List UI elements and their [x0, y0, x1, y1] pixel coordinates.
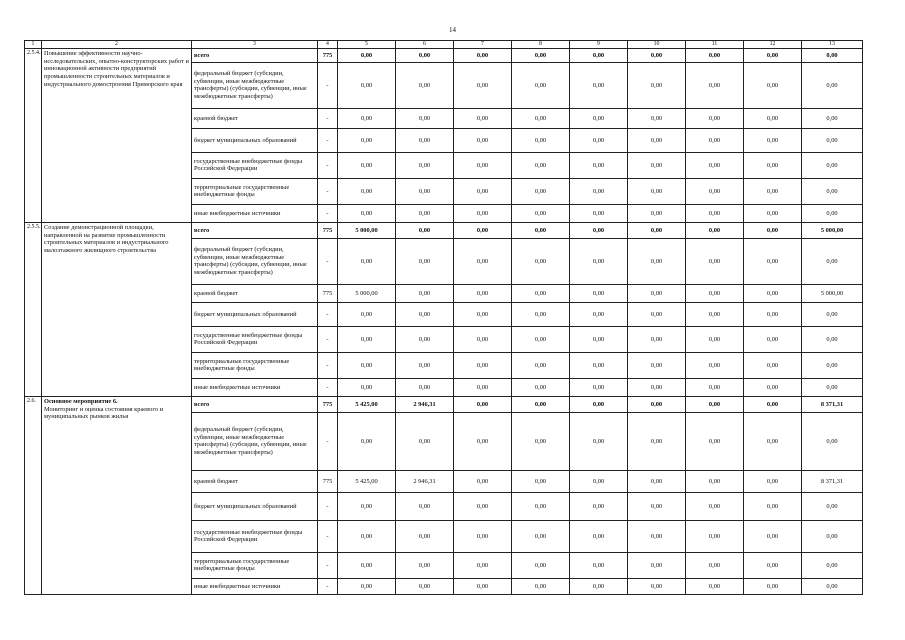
- amount-cell: 0,00: [338, 326, 396, 352]
- amount-cell: 0,00: [570, 302, 628, 326]
- budget-code: -: [318, 412, 338, 470]
- budget-code: -: [318, 238, 338, 284]
- funding-source: федеральный бюджет (субсидии, субвенции, иные межбюджетные трансферты) (субсидии, субвенции, иные межбюджетные трансферты): [192, 238, 318, 284]
- amount-cell: 0,00: [512, 204, 570, 222]
- amount-cell: 2 946,31: [396, 396, 454, 412]
- amount-cell: 0,00: [338, 302, 396, 326]
- amount-cell: 0,00: [338, 62, 396, 108]
- amount-cell: 0,00: [338, 352, 396, 378]
- amount-cell: 0,00: [686, 108, 744, 128]
- amount-cell: 0,00: [802, 152, 863, 178]
- amount-cell: 0,00: [686, 238, 744, 284]
- amount-cell: 0,00: [338, 204, 396, 222]
- amount-cell: 5 000,00: [338, 222, 396, 238]
- item-name: [42, 48, 192, 222]
- amount-cell: 0,00: [454, 108, 512, 128]
- amount-cell: 0,00: [628, 412, 686, 470]
- amount-cell: 0,00: [454, 492, 512, 520]
- funding-source: всего: [192, 396, 318, 412]
- amount-cell: 0,00: [512, 222, 570, 238]
- amount-cell: 0,00: [396, 552, 454, 578]
- amount-cell: 0,00: [744, 520, 802, 552]
- amount-cell: 0,00: [512, 378, 570, 396]
- amount-cell: 0,00: [454, 470, 512, 492]
- amount-cell: 0,00: [396, 204, 454, 222]
- amount-cell: 0,00: [628, 238, 686, 284]
- amount-cell: 0,00: [628, 520, 686, 552]
- column-header: 8: [512, 41, 570, 49]
- amount-cell: 0,00: [338, 578, 396, 594]
- column-header: 2: [42, 41, 192, 49]
- funding-source: федеральный бюджет (субсидии, субвенции, иные межбюджетные трансферты) (субсидии, субвенции, иные межбюджетные трансферты): [192, 62, 318, 108]
- amount-cell: 0,00: [512, 284, 570, 302]
- funding-source: краевой бюджет: [192, 108, 318, 128]
- amount-cell: 0,00: [454, 520, 512, 552]
- amount-cell: 0,00: [396, 352, 454, 378]
- amount-cell: 0,00: [686, 552, 744, 578]
- budget-code: -: [318, 326, 338, 352]
- amount-cell: 0,00: [338, 178, 396, 204]
- budget-code: -: [318, 152, 338, 178]
- amount-cell: 0,00: [396, 284, 454, 302]
- amount-cell: 0,00: [570, 492, 628, 520]
- amount-cell: 0,00: [338, 238, 396, 284]
- column-header: 3: [192, 41, 318, 49]
- amount-cell: 0,00: [454, 578, 512, 594]
- item-description: Мониторинг и оценка состояния краевого и муниципальных рынков жилья: [44, 405, 163, 421]
- column-header: 12: [744, 41, 802, 49]
- amount-cell: 0,00: [686, 492, 744, 520]
- budget-code: -: [318, 520, 338, 552]
- amount-cell: 2 946,31: [396, 470, 454, 492]
- funding-source: государственные внебюджетные фонды Российской Федерации: [192, 520, 318, 552]
- amount-cell: 0,00: [686, 412, 744, 470]
- amount-cell: 0,00: [802, 352, 863, 378]
- amount-cell: 0,00: [454, 552, 512, 578]
- amount-cell: 0,00: [570, 352, 628, 378]
- amount-cell: 0,00: [396, 222, 454, 238]
- amount-cell: 0,00: [802, 48, 863, 62]
- amount-cell: 0,00: [570, 520, 628, 552]
- amount-cell: 0,00: [628, 128, 686, 152]
- amount-cell: 0,00: [628, 302, 686, 326]
- amount-cell: 0,00: [570, 470, 628, 492]
- budget-code: -: [318, 378, 338, 396]
- amount-cell: 0,00: [454, 48, 512, 62]
- amount-cell: 0,00: [396, 302, 454, 326]
- funding-source: государственные внебюджетные фонды Российской Федерации: [192, 326, 318, 352]
- amount-cell: 0,00: [454, 222, 512, 238]
- amount-cell: 0,00: [802, 108, 863, 128]
- amount-cell: 0,00: [686, 222, 744, 238]
- amount-cell: 0,00: [628, 578, 686, 594]
- amount-cell: 0,00: [512, 396, 570, 412]
- amount-cell: 0,00: [570, 578, 628, 594]
- amount-cell: 0,00: [802, 128, 863, 152]
- budget-code: -: [318, 578, 338, 594]
- amount-cell: 0,00: [512, 326, 570, 352]
- amount-cell: 0,00: [396, 578, 454, 594]
- amount-cell: 0,00: [396, 492, 454, 520]
- amount-cell: 0,00: [454, 326, 512, 352]
- budget-code: 775: [318, 48, 338, 62]
- amount-cell: 0,00: [628, 492, 686, 520]
- column-header: 7: [454, 41, 512, 49]
- funding-source: краевой бюджет: [192, 284, 318, 302]
- column-header: 1: [25, 41, 42, 49]
- amount-cell: 0,00: [686, 470, 744, 492]
- budget-code: -: [318, 128, 338, 152]
- item-description: Повышение эффективности научно-исследовательских, опытно-конструкторских работ и инновационной активности предприятий промышленности строительных материалов и индустриального домостроения Приморского края: [44, 49, 189, 88]
- funding-source: иные внебюджетные источники: [192, 378, 318, 396]
- column-header: 13: [802, 41, 863, 49]
- amount-cell: 0,00: [512, 128, 570, 152]
- amount-cell: 0,00: [512, 470, 570, 492]
- amount-cell: 0,00: [802, 62, 863, 108]
- amount-cell: 0,00: [454, 352, 512, 378]
- amount-cell: 0,00: [338, 108, 396, 128]
- item-title: Основное мероприятие 6.: [44, 397, 118, 405]
- amount-cell: 0,00: [744, 578, 802, 594]
- table-row: [25, 48, 863, 62]
- amount-cell: 0,00: [338, 378, 396, 396]
- amount-cell: 0,00: [686, 128, 744, 152]
- amount-cell: 0,00: [338, 520, 396, 552]
- amount-cell: 0,00: [570, 62, 628, 108]
- amount-cell: 0,00: [570, 152, 628, 178]
- amount-cell: 0,00: [628, 62, 686, 108]
- amount-cell: 0,00: [454, 238, 512, 284]
- amount-cell: 0,00: [396, 62, 454, 108]
- amount-cell: 0,00: [570, 552, 628, 578]
- amount-cell: 0,00: [744, 470, 802, 492]
- amount-cell: 0,00: [628, 326, 686, 352]
- column-header: 9: [570, 41, 628, 49]
- amount-cell: 0,00: [802, 578, 863, 594]
- funding-source: федеральный бюджет (субсидии, субвенции, иные межбюджетные трансферты) (субсидии, субвенции, иные межбюджетные трансферты): [192, 412, 318, 470]
- column-header: 5: [338, 41, 396, 49]
- amount-cell: 0,00: [338, 48, 396, 62]
- amount-cell: 0,00: [744, 108, 802, 128]
- amount-cell: 0,00: [570, 48, 628, 62]
- amount-cell: 0,00: [512, 492, 570, 520]
- amount-cell: 0,00: [396, 378, 454, 396]
- amount-cell: 0,00: [686, 378, 744, 396]
- budget-code: -: [318, 204, 338, 222]
- amount-cell: 0,00: [686, 352, 744, 378]
- column-header: 10: [628, 41, 686, 49]
- amount-cell: 5 425,00: [338, 470, 396, 492]
- amount-cell: 0,00: [686, 326, 744, 352]
- amount-cell: 0,00: [686, 578, 744, 594]
- amount-cell: 0,00: [744, 178, 802, 204]
- funding-source: всего: [192, 222, 318, 238]
- item-description: Создание демонстрационной площадки, направленной на развитие промышленности строительных материалов и индустриального малоэтажного жилищного строительства: [44, 223, 169, 255]
- amount-cell: 0,00: [686, 520, 744, 552]
- column-header: 4: [318, 41, 338, 49]
- amount-cell: 0,00: [744, 48, 802, 62]
- funding-source: иные внебюджетные источники: [192, 578, 318, 594]
- amount-cell: 0,00: [744, 204, 802, 222]
- amount-cell: 0,00: [686, 62, 744, 108]
- amount-cell: 5 000,00: [338, 284, 396, 302]
- amount-cell: 0,00: [628, 552, 686, 578]
- amount-cell: 0,00: [628, 378, 686, 396]
- amount-cell: 0,00: [454, 62, 512, 108]
- amount-cell: 0,00: [744, 326, 802, 352]
- amount-cell: 8 371,31: [802, 470, 863, 492]
- amount-cell: 0,00: [396, 152, 454, 178]
- amount-cell: 0,00: [744, 352, 802, 378]
- amount-cell: 0,00: [512, 152, 570, 178]
- amount-cell: 0,00: [512, 302, 570, 326]
- budget-code: -: [318, 302, 338, 326]
- amount-cell: 0,00: [744, 238, 802, 284]
- funding-source: территориальные государственные внебюджетные фонды: [192, 552, 318, 578]
- amount-cell: 0,00: [686, 284, 744, 302]
- item-number: 2.5.5.: [25, 222, 42, 396]
- amount-cell: 0,00: [744, 62, 802, 108]
- amount-cell: 0,00: [570, 412, 628, 470]
- funding-source: бюджет муниципальных образований: [192, 128, 318, 152]
- amount-cell: 0,00: [570, 222, 628, 238]
- amount-cell: 0,00: [744, 284, 802, 302]
- amount-cell: 0,00: [570, 378, 628, 396]
- amount-cell: 0,00: [338, 412, 396, 470]
- amount-cell: 0,00: [628, 178, 686, 204]
- budget-code: -: [318, 108, 338, 128]
- funding-source: бюджет муниципальных образований: [192, 492, 318, 520]
- amount-cell: 0,00: [686, 152, 744, 178]
- amount-cell: 0,00: [454, 302, 512, 326]
- amount-cell: 8 371,31: [802, 396, 863, 412]
- table-row: [25, 396, 863, 412]
- amount-cell: 0,00: [454, 284, 512, 302]
- amount-cell: 0,00: [570, 396, 628, 412]
- column-header: 11: [686, 41, 744, 49]
- amount-cell: 0,00: [454, 204, 512, 222]
- amount-cell: 0,00: [338, 128, 396, 152]
- amount-cell: 0,00: [396, 128, 454, 152]
- item-number: 2.6.: [25, 396, 42, 594]
- amount-cell: 0,00: [628, 152, 686, 178]
- amount-cell: 0,00: [686, 302, 744, 326]
- amount-cell: 0,00: [802, 520, 863, 552]
- amount-cell: 0,00: [396, 238, 454, 284]
- amount-cell: 0,00: [454, 178, 512, 204]
- amount-cell: 0,00: [512, 412, 570, 470]
- funding-source: бюджет муниципальных образований: [192, 302, 318, 326]
- table-row: [25, 222, 863, 238]
- budget-code: -: [318, 352, 338, 378]
- amount-cell: 0,00: [512, 178, 570, 204]
- amount-cell: 0,00: [396, 520, 454, 552]
- amount-cell: 0,00: [744, 302, 802, 326]
- amount-cell: 0,00: [802, 238, 863, 284]
- budget-code: 775: [318, 470, 338, 492]
- amount-cell: 0,00: [628, 284, 686, 302]
- amount-cell: 0,00: [802, 552, 863, 578]
- budget-code: 775: [318, 222, 338, 238]
- amount-cell: 5 425,00: [338, 396, 396, 412]
- amount-cell: 0,00: [338, 492, 396, 520]
- funding-source: иные внебюджетные источники: [192, 204, 318, 222]
- amount-cell: 0,00: [802, 178, 863, 204]
- amount-cell: 0,00: [454, 412, 512, 470]
- amount-cell: 0,00: [628, 396, 686, 412]
- amount-cell: 0,00: [512, 520, 570, 552]
- funding-source: всего: [192, 48, 318, 62]
- amount-cell: 0,00: [512, 352, 570, 378]
- budget-code: 775: [318, 284, 338, 302]
- amount-cell: 0,00: [454, 396, 512, 412]
- amount-cell: 0,00: [512, 62, 570, 108]
- amount-cell: 0,00: [744, 378, 802, 396]
- amount-cell: 0,00: [512, 238, 570, 284]
- amount-cell: 0,00: [628, 222, 686, 238]
- amount-cell: 0,00: [628, 470, 686, 492]
- amount-cell: 0,00: [570, 238, 628, 284]
- budget-table: [24, 40, 863, 595]
- amount-cell: 0,00: [396, 108, 454, 128]
- funding-source: краевой бюджет: [192, 470, 318, 492]
- budget-code: -: [318, 552, 338, 578]
- amount-cell: 0,00: [512, 578, 570, 594]
- amount-cell: 5 000,00: [802, 284, 863, 302]
- amount-cell: 0,00: [744, 412, 802, 470]
- amount-cell: 0,00: [744, 552, 802, 578]
- budget-code: -: [318, 178, 338, 204]
- amount-cell: 0,00: [802, 302, 863, 326]
- item-name: [42, 222, 192, 396]
- amount-cell: 0,00: [628, 48, 686, 62]
- funding-source: территориальные государственные внебюджетные фонды: [192, 352, 318, 378]
- amount-cell: 0,00: [744, 128, 802, 152]
- funding-source: территориальные государственные внебюджетные фонды: [192, 178, 318, 204]
- amount-cell: 0,00: [628, 108, 686, 128]
- amount-cell: 0,00: [338, 152, 396, 178]
- amount-cell: 0,00: [686, 204, 744, 222]
- amount-cell: 0,00: [628, 352, 686, 378]
- amount-cell: 0,00: [454, 152, 512, 178]
- amount-cell: 0,00: [570, 284, 628, 302]
- amount-cell: 0,00: [802, 378, 863, 396]
- amount-cell: 0,00: [512, 552, 570, 578]
- amount-cell: 0,00: [570, 204, 628, 222]
- page-number: 14: [449, 26, 456, 34]
- amount-cell: 0,00: [744, 396, 802, 412]
- amount-cell: 0,00: [802, 412, 863, 470]
- item-name: [42, 396, 192, 594]
- amount-cell: 0,00: [454, 378, 512, 396]
- amount-cell: 0,00: [512, 108, 570, 128]
- amount-cell: 0,00: [396, 326, 454, 352]
- amount-cell: 0,00: [454, 128, 512, 152]
- amount-cell: 0,00: [396, 178, 454, 204]
- amount-cell: 0,00: [744, 222, 802, 238]
- amount-cell: 0,00: [570, 326, 628, 352]
- amount-cell: 0,00: [744, 152, 802, 178]
- funding-source: государственные внебюджетные фонды Российской Федерации: [192, 152, 318, 178]
- amount-cell: 0,00: [570, 108, 628, 128]
- amount-cell: 0,00: [802, 326, 863, 352]
- amount-cell: 0,00: [802, 492, 863, 520]
- amount-cell: 5 000,00: [802, 222, 863, 238]
- amount-cell: 0,00: [512, 48, 570, 62]
- header-row: [25, 41, 863, 49]
- amount-cell: 0,00: [802, 204, 863, 222]
- column-header: 6: [396, 41, 454, 49]
- amount-cell: 0,00: [686, 48, 744, 62]
- amount-cell: 0,00: [396, 48, 454, 62]
- amount-cell: 0,00: [744, 492, 802, 520]
- amount-cell: 0,00: [338, 552, 396, 578]
- amount-cell: 0,00: [396, 412, 454, 470]
- budget-code: 775: [318, 396, 338, 412]
- item-number: 2.5.4.: [25, 48, 42, 222]
- budget-code: -: [318, 62, 338, 108]
- budget-code: -: [318, 492, 338, 520]
- amount-cell: 0,00: [686, 396, 744, 412]
- amount-cell: 0,00: [570, 128, 628, 152]
- amount-cell: 0,00: [570, 178, 628, 204]
- amount-cell: 0,00: [686, 178, 744, 204]
- amount-cell: 0,00: [628, 204, 686, 222]
